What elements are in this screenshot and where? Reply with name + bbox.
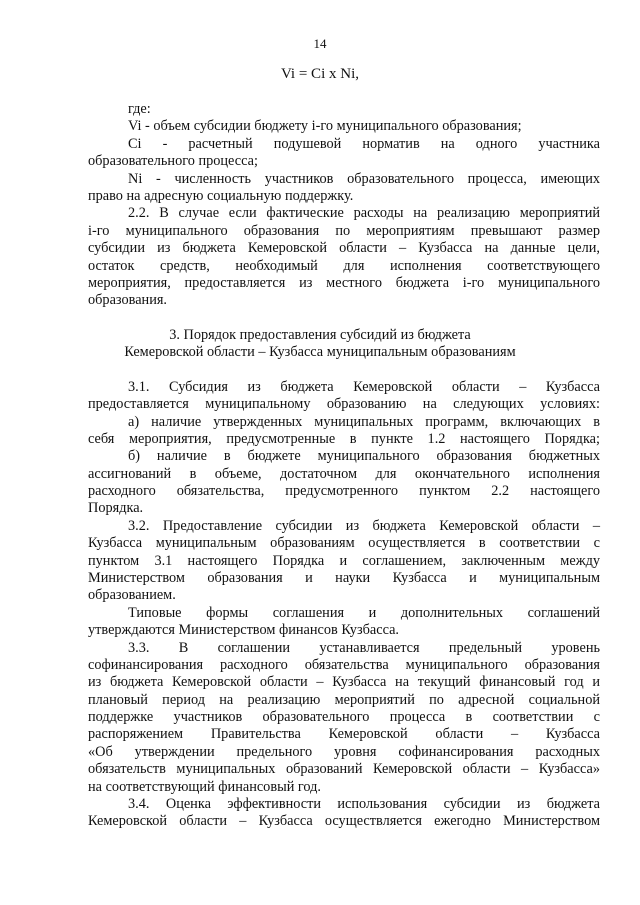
text-line: Министерством образования и науки Кузбасса и муниципальным xyxy=(88,570,600,586)
text-line: субсидии из бюджета Кемеровской области – Кузбасса на данные цели, xyxy=(88,240,600,256)
text-line: Кузбасса муниципальным образованиям осуществляется в соответствии с xyxy=(88,535,600,551)
text-line: «Об утверждении предельного уровня софинансирования расходных xyxy=(88,744,600,760)
text-line: на соответствующий финансовый год. xyxy=(88,779,322,795)
text-line: образовательного процесса; xyxy=(88,153,258,169)
text-line: 3.2. Предоставление субсидии из бюджета Кемеровской области – xyxy=(128,518,600,534)
text-line: 3.4. Оценка эффективности использования субсидии из бюджета xyxy=(128,796,600,812)
text-line: остаток средств, необходимый для исполнения соответствующего xyxy=(88,258,600,274)
text-line: образования. xyxy=(88,292,167,308)
text-line: предоставляется муниципальному образованию на следующих условиях: xyxy=(88,396,600,412)
formula: Vi = Ci x Ni, xyxy=(281,66,359,82)
text-line: поддержке участников образовательного процесса в соответствии с xyxy=(88,709,600,725)
text-line: софинансирования расходного обязательства муниципального образования xyxy=(88,657,600,673)
text-line: Типовые формы соглашения и дополнительных соглашений xyxy=(128,605,600,621)
section-heading: Кемеровской области – Кузбасса муниципальным образованиям xyxy=(124,344,516,360)
text-line: себя мероприятия, предусмотренные в пункте 1.2 настоящего Порядка; xyxy=(88,431,600,447)
text-line: а) наличие утвержденных муниципальных программ, включающих в xyxy=(128,414,600,430)
text-line: Ni - численность участников образовательного процесса, имеющих xyxy=(128,171,600,187)
text-line: 3.3. В соглашении устанавливается предельный уровень xyxy=(128,640,600,656)
text-line: ассигнований в объеме, достаточном для окончательного исполнения xyxy=(88,466,600,482)
text-line: плановый период на реализацию мероприятий по адресной социальной xyxy=(88,692,600,708)
text-line: 2.2. В случае если фактические расходы на реализацию мероприятий xyxy=(128,205,600,221)
text-line: Порядка. xyxy=(88,500,144,516)
text-line: из бюджета Кемеровской области – Кузбасса на текущий финансовый год и xyxy=(88,674,600,690)
text-line: обязательств муниципальных образований Кемеровской области – Кузбасса» xyxy=(88,761,600,777)
text-line: пунктом 3.1 настоящего Порядка и соглашением, заключенным между xyxy=(88,553,600,569)
text-line: Vi - объем субсидии бюджету i-го муниципального образования; xyxy=(128,118,522,134)
text-line: 3.1. Субсидия из бюджета Кемеровской области – Кузбасса xyxy=(128,379,600,395)
text-line: Кемеровской области – Кузбасса осуществляется ежегодно Министерством xyxy=(88,813,600,829)
text-line: распоряжением Правительства Кемеровской области – Кузбасса xyxy=(88,726,600,742)
text-line: мероприятия, предоставляется из местного бюджета i-го муниципального xyxy=(88,275,600,291)
text-line: утверждаются Министерством финансов Кузбасса. xyxy=(88,622,400,638)
text-line: право на адресную социальную поддержку. xyxy=(88,188,354,204)
text-line: i-го муниципального образования по мероприятиям превышают размер xyxy=(88,223,600,239)
text-line: образованием. xyxy=(88,587,176,603)
page-number: 14 xyxy=(313,36,327,51)
text-line: Ci - расчетный подушевой норматив на одного участника xyxy=(128,136,600,152)
text-line: где: xyxy=(128,101,151,117)
text-line: б) наличие в бюджете муниципального образования бюджетных xyxy=(128,448,600,464)
text-line: расходного обязательства, предусмотренного пунктом 2.2 настоящего xyxy=(88,483,600,499)
section-heading: 3. Порядок предоставления субсидий из бюджета xyxy=(169,327,471,343)
